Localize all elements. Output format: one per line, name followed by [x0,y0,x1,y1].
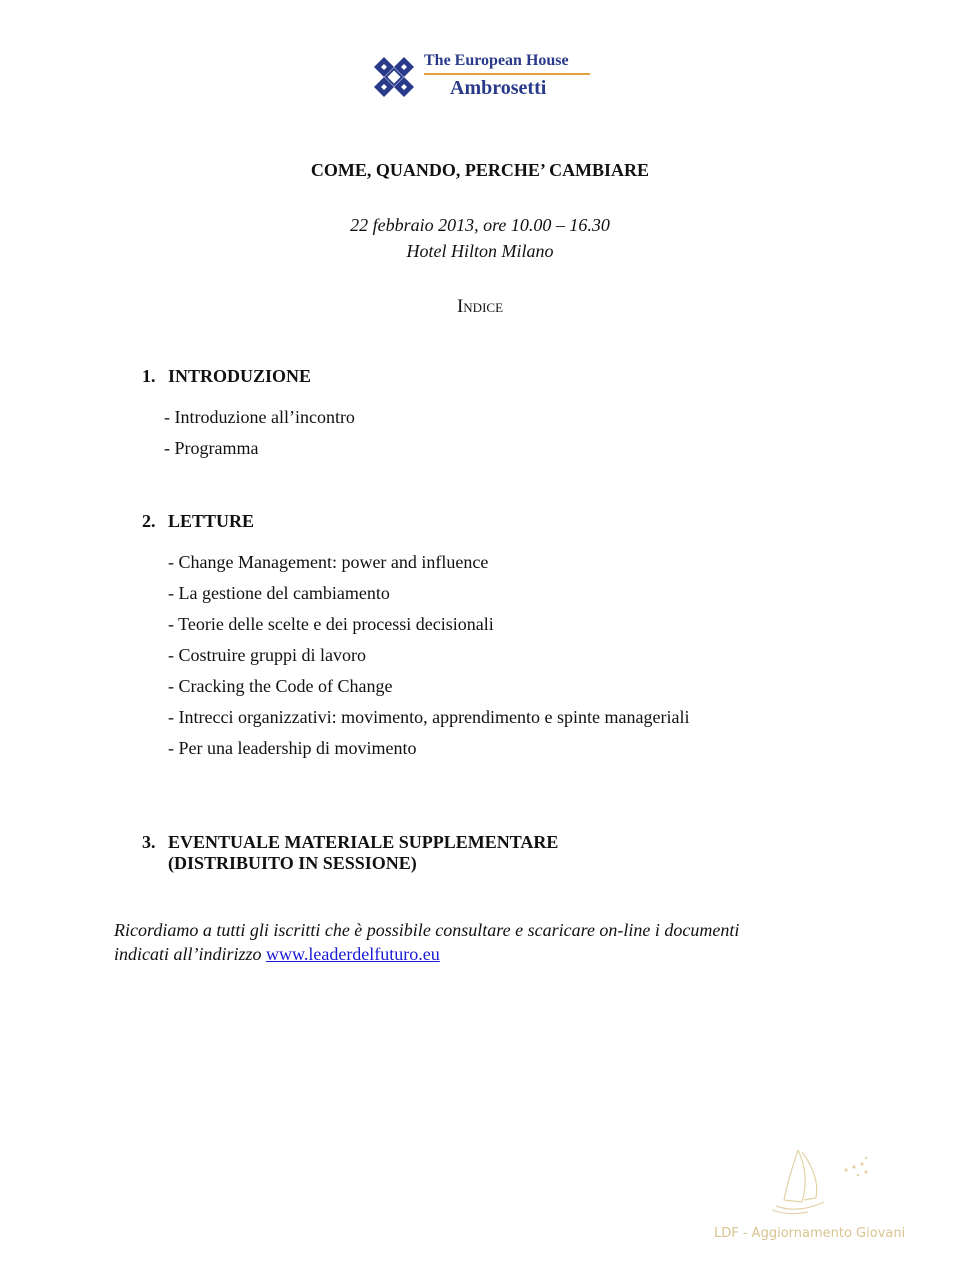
index-heading: Indice [456,296,504,317]
list-item: - Per una leadership di movimento [168,738,417,758]
logo-text-line1: The European House [424,52,569,69]
logo-divider [424,73,590,75]
section-number: 3. [142,832,156,852]
event-date-time: 22 febbraio 2013, ore 10.00 – 16.30 [350,215,610,235]
event-venue: Hotel Hilton Milano [406,241,554,261]
list-item: - Costruire gruppi di lavoro [168,645,366,665]
note-text-line2: indicati all’indirizzo [114,944,267,964]
list-item: - Teorie delle scelte e dei processi decisionali [168,614,494,634]
list-item: - Change Management: power and influence [168,552,489,572]
logo-text-line2: Ambrosetti [450,77,547,99]
sailboat-icon [758,1140,878,1220]
list-item: - Cracking the Code of Change [168,676,393,696]
section-title-line2: (DISTRIBUITO IN SESSIONE) [168,853,417,873]
section-number: 1. [142,366,156,386]
list-item: - Programma [164,438,259,458]
note-text-line1: Ricordiamo a tutti gli iscritti che è possibile consultare e scaricare on-line i documenti [114,920,740,940]
document-title: COME, QUANDO, PERCHE’ CAMBIARE [310,160,650,180]
european-house-logo-icon [372,55,420,99]
section-title: INTRODUZIONE [168,366,312,386]
list-item: - Introduzione all’incontro [164,407,355,427]
section-title: EVENTUALE MATERIALE SUPPLEMENTARE [168,832,559,852]
watermark-text: LDF - Aggiornamento Giovani [714,1226,906,1241]
section-title: LETTURE [168,511,255,531]
company-logo [372,52,596,102]
list-item: - La gestione del cambiamento [168,583,390,603]
website-link[interactable]: www.leaderdelfuturo.eu [266,944,440,964]
section-number: 2. [142,511,156,531]
registration-note [114,918,834,966]
list-item: - Intrecci organizzativi: movimento, apprendimento e spinte manageriali [168,707,690,727]
